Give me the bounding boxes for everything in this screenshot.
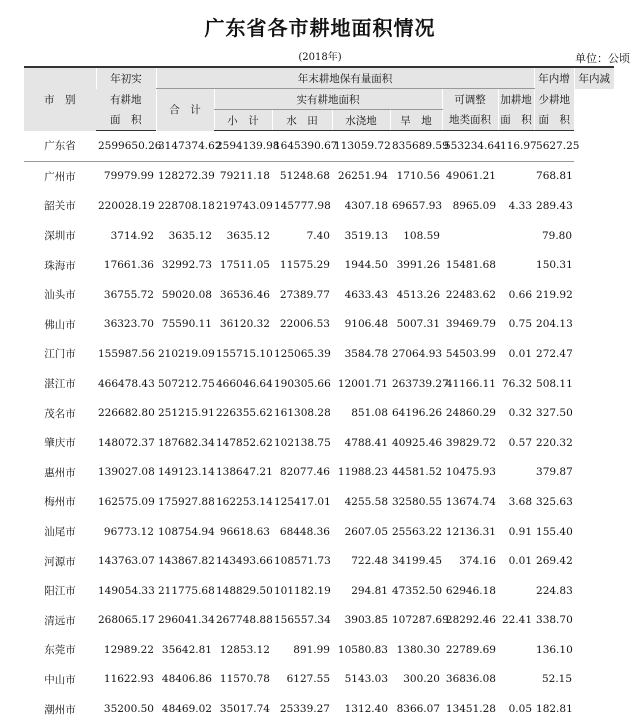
- header-yearend-group: 年末耕地保有量面积: [156, 67, 534, 89]
- cell-irrigated: 3903.85: [344, 614, 388, 627]
- cell-paddy: 891.99: [293, 643, 330, 656]
- header-adjustable-line2: 地类面积: [442, 110, 498, 131]
- cell-decrease: 136.10: [536, 643, 573, 656]
- cell-irrigated: 3519.13: [344, 229, 388, 242]
- cell-paddy: 190305.66: [274, 377, 331, 390]
- cell-decrease: 289.43: [536, 199, 573, 212]
- header-increase-line1: 年内增: [534, 67, 574, 89]
- cell-total: 187682.34: [158, 436, 215, 449]
- cell-total: 48406.86: [161, 673, 212, 686]
- cell-irrigated: 294.81: [351, 584, 388, 597]
- cell-adjustable: 22483.62: [445, 288, 496, 301]
- table-row: [24, 458, 614, 488]
- header-dry: 旱 地: [390, 110, 442, 131]
- header-actual-group: 实有耕地面积: [214, 89, 442, 110]
- cell-city: 肇庆市: [44, 437, 76, 450]
- farmland-table: [24, 66, 614, 724]
- cell-irrigated: 1312.40: [344, 703, 388, 716]
- cell-increase: 22.41: [501, 614, 533, 627]
- header-subtotal: 小 计: [214, 110, 272, 131]
- cell-subtotal: 219743.09: [216, 199, 273, 212]
- cell-adjustable: 22789.69: [445, 643, 496, 656]
- cell-city: 清远市: [44, 614, 76, 627]
- cell-subtotal: 155715.10: [216, 347, 273, 360]
- header-irrigated: 水浇地: [332, 110, 390, 131]
- cell-adjustable: 49061.21: [445, 170, 496, 183]
- cell-adjustable: 8965.09: [452, 199, 496, 212]
- header-initial-line3: 面 积: [96, 110, 156, 131]
- cell-total: 507212.75: [158, 377, 215, 390]
- cell-subtotal: 226355.62: [216, 407, 273, 420]
- cell-city: 潮州市: [44, 703, 76, 716]
- cell-increase: [498, 221, 534, 251]
- cell-adjustable: 39469.79: [445, 318, 496, 331]
- table-row: [24, 161, 614, 191]
- cell-initial-area: 36323.70: [103, 318, 154, 331]
- cell-paddy: 161308.28: [274, 407, 331, 420]
- cell-adjustable: 28292.46: [445, 614, 496, 627]
- cell-adjustable: 24860.29: [445, 407, 496, 420]
- table-row: [24, 635, 614, 665]
- cell-subtotal: 79211.18: [219, 170, 270, 183]
- cell-dry: 300.20: [403, 673, 440, 686]
- cell-city: 惠州市: [44, 466, 76, 479]
- header-total: 合 计: [156, 89, 214, 131]
- cell-irrigated: 9106.48: [344, 318, 388, 331]
- page-title: 广东省各市耕地面积情况: [204, 16, 436, 40]
- cell-adjustable: 41166.11: [445, 377, 496, 390]
- cell-dry: 25563.22: [392, 525, 443, 538]
- cell-subtotal: 11570.78: [219, 673, 270, 686]
- cell-initial-area: 96773.12: [103, 525, 154, 538]
- table-row: [24, 546, 614, 576]
- cell-subtotal: 466046.64: [216, 377, 273, 390]
- cell-dry: 32580.55: [392, 495, 443, 508]
- cell-paddy: 101182.19: [274, 584, 331, 597]
- cell-initial-area: 155987.56: [98, 347, 155, 360]
- cell-dry: 27064.93: [392, 347, 443, 360]
- cell-paddy: 11575.29: [279, 259, 330, 272]
- cell-increase: 0.57: [508, 436, 533, 449]
- cell-paddy: 6127.55: [286, 673, 330, 686]
- cell-initial-area: 268065.17: [98, 614, 155, 627]
- cell-subtotal: 2594139.98: [214, 131, 272, 162]
- cell-city: 广州市: [44, 170, 76, 183]
- table-row: [24, 428, 614, 458]
- header-city: 市 别: [24, 67, 96, 131]
- cell-irrigated: 4307.18: [344, 199, 388, 212]
- cell-initial-area: 35200.50: [103, 703, 154, 716]
- cell-decrease: 508.11: [536, 377, 573, 390]
- cell-adjustable: 553234.64: [442, 131, 498, 162]
- cell-irrigated: 2607.05: [344, 525, 388, 538]
- cell-total: 296041.34: [158, 614, 215, 627]
- cell-decrease: 327.50: [536, 407, 573, 420]
- cell-subtotal: 148829.50: [216, 584, 273, 597]
- cell-subtotal: 35017.74: [219, 703, 270, 716]
- cell-initial-area: 79979.99: [103, 170, 154, 183]
- cell-increase: 4.33: [508, 199, 533, 212]
- cell-city: 梅州市: [44, 496, 76, 509]
- cell-irrigated: 1944.50: [344, 259, 388, 272]
- cell-irrigated: 11988.23: [337, 466, 388, 479]
- cell-adjustable: 13451.28: [445, 703, 496, 716]
- cell-increase: 0.05: [508, 703, 533, 716]
- cell-city: 阳江市: [44, 585, 76, 598]
- cell-decrease: 5627.25: [534, 131, 574, 162]
- cell-decrease: 52.15: [541, 673, 573, 686]
- cell-decrease: 219.92: [536, 288, 573, 301]
- cell-initial-area: 139027.08: [98, 466, 155, 479]
- cell-city: 湛江市: [44, 378, 76, 391]
- header-initial-line2: 有耕地: [96, 89, 156, 110]
- cell-total: 35642.81: [161, 643, 212, 656]
- cell-decrease: 224.83: [536, 584, 573, 597]
- cell-initial-area: 148072.37: [98, 436, 155, 449]
- cell-increase: 0.01: [508, 555, 533, 568]
- cell-initial-area: 220028.19: [98, 199, 155, 212]
- cell-decrease: 272.47: [536, 347, 573, 360]
- cell-increase: 76.32: [501, 377, 533, 390]
- cell-increase: [498, 161, 534, 191]
- cell-decrease: 79.80: [541, 229, 573, 242]
- cell-paddy: 68448.36: [279, 525, 330, 538]
- cell-paddy: 145777.98: [274, 199, 331, 212]
- cell-subtotal: 267748.88: [216, 614, 273, 627]
- cell-increase: 3.68: [508, 495, 533, 508]
- cell-total: 143867.82: [158, 555, 215, 568]
- cell-total: 32992.73: [161, 259, 212, 272]
- cell-adjustable: 15481.68: [445, 259, 496, 272]
- cell-irrigated: 12001.71: [337, 377, 388, 390]
- cell-subtotal: 12853.12: [219, 643, 270, 656]
- cell-paddy: 22006.53: [279, 318, 330, 331]
- cell-total: 108754.94: [158, 525, 215, 538]
- cell-irrigated: 5143.03: [344, 673, 388, 686]
- cell-adjustable: 39829.72: [445, 436, 496, 449]
- table-row: [24, 665, 614, 695]
- cell-dry: 835689.59: [390, 131, 442, 162]
- cell-initial-area: 12989.22: [103, 643, 154, 656]
- header-paddy: 水 田: [272, 110, 332, 131]
- cell-city: 广东省: [24, 131, 96, 162]
- cell-adjustable: 10475.93: [445, 466, 496, 479]
- cell-adjustable: 36836.08: [445, 673, 496, 686]
- cell-increase: [498, 635, 534, 665]
- cell-city: 汕头市: [44, 289, 76, 302]
- cell-increase: 0.32: [508, 407, 533, 420]
- cell-total: 149123.14: [158, 466, 215, 479]
- table-row: [24, 191, 614, 221]
- cell-adjustable: 13674.74: [445, 495, 496, 508]
- cell-dry: 1380.30: [396, 643, 440, 656]
- cell-paddy: 7.40: [306, 229, 330, 242]
- cell-paddy: 156557.34: [274, 614, 331, 627]
- cell-total: 59020.08: [161, 288, 212, 301]
- cell-adjustable: 374.16: [459, 555, 496, 568]
- cell-increase: [498, 250, 534, 280]
- table-body: [24, 131, 614, 724]
- cell-initial-area: 11622.93: [103, 673, 154, 686]
- cell-dry: 3991.26: [396, 259, 440, 272]
- table-row: [24, 398, 614, 428]
- cell-increase: 116.97: [498, 131, 534, 162]
- cell-increase: [498, 458, 534, 488]
- cell-paddy: 125065.39: [274, 347, 331, 360]
- cell-dry: 69657.93: [392, 199, 443, 212]
- cell-subtotal: 96618.63: [219, 525, 270, 538]
- cell-increase: 0.91: [508, 525, 533, 538]
- header-decrease-line3: 面 积: [534, 110, 574, 131]
- year-label: (2018年): [298, 52, 342, 63]
- cell-total: 210219.09: [158, 347, 215, 360]
- cell-dry: 44581.52: [392, 466, 443, 479]
- cell-paddy: 51248.68: [279, 170, 330, 183]
- cell-initial-area: 3714.92: [110, 229, 154, 242]
- cell-dry: 1710.56: [396, 170, 440, 183]
- cell-initial-area: 17661.36: [103, 259, 154, 272]
- header-decrease-line1: 年内减: [574, 67, 614, 89]
- cell-subtotal: 17511.05: [219, 259, 270, 272]
- table-row: [24, 131, 614, 162]
- cell-initial-area: 466478.43: [98, 377, 155, 390]
- cell-city: 中山市: [44, 673, 76, 686]
- cell-city: 深圳市: [44, 230, 76, 243]
- cell-subtotal: 36536.46: [219, 288, 270, 301]
- cell-city: 汕尾市: [44, 526, 76, 539]
- cell-total: 3147374.62: [156, 131, 214, 162]
- cell-decrease: 220.32: [536, 436, 573, 449]
- cell-subtotal: 3635.12: [226, 229, 270, 242]
- table-row: [24, 576, 614, 606]
- cell-city: 江门市: [44, 348, 76, 361]
- cell-total: 75590.11: [161, 318, 212, 331]
- cell-subtotal: 147852.62: [216, 436, 273, 449]
- cell-paddy: 108571.73: [274, 555, 331, 568]
- cell-city: 佛山市: [44, 318, 76, 331]
- cell-decrease: 269.42: [536, 555, 573, 568]
- cell-decrease: 338.70: [536, 614, 573, 627]
- table-row: [24, 221, 614, 251]
- cell-subtotal: 162253.14: [216, 495, 273, 508]
- cell-city: 韶关市: [44, 200, 76, 213]
- table-row: [24, 487, 614, 517]
- cell-initial-area: 149054.33: [98, 584, 155, 597]
- cell-irrigated: 722.48: [351, 555, 388, 568]
- cell-dry: 34199.45: [392, 555, 443, 568]
- cell-adjustable: 62946.18: [445, 584, 496, 597]
- cell-increase: [498, 576, 534, 606]
- cell-subtotal: 138647.21: [216, 466, 273, 479]
- cell-total: 228708.18: [158, 199, 215, 212]
- cell-dry: 4513.26: [396, 288, 440, 301]
- cell-total: 128272.39: [158, 170, 215, 183]
- cell-dry: 263739.27: [392, 377, 449, 390]
- cell-paddy: 1645390.67: [272, 131, 332, 162]
- table-row: [24, 250, 614, 280]
- header-increase-line3: 面 积: [498, 110, 534, 131]
- cell-total: 48469.02: [161, 703, 212, 716]
- cell-irrigated: 851.08: [351, 407, 388, 420]
- cell-decrease: 768.81: [536, 170, 573, 183]
- cell-decrease: 155.40: [536, 525, 573, 538]
- table-row: [24, 280, 614, 310]
- cell-decrease: 379.87: [536, 466, 573, 479]
- header-initial-line1: 年初实: [96, 67, 156, 89]
- cell-decrease: 150.31: [536, 259, 573, 272]
- cell-city: 茂名市: [44, 407, 76, 420]
- cell-total: 3635.12: [168, 229, 212, 242]
- header-increase-line2: 加耕地: [498, 89, 534, 110]
- cell-initial-area: 162575.09: [98, 495, 155, 508]
- cell-dry: 5007.31: [396, 318, 440, 331]
- table-row: [24, 517, 614, 547]
- cell-irrigated: 10580.83: [337, 643, 388, 656]
- cell-dry: 47352.50: [392, 584, 443, 597]
- cell-dry: 8366.07: [396, 703, 440, 716]
- cell-irrigated: 4633.43: [344, 288, 388, 301]
- table-header: [24, 67, 614, 131]
- cell-increase: 0.01: [508, 347, 533, 360]
- cell-total: 175927.88: [158, 495, 215, 508]
- cell-adjustable: 54503.99: [445, 347, 496, 360]
- header-adjustable-line1: 可调整: [442, 89, 498, 110]
- cell-initial-area: 143763.07: [98, 555, 155, 568]
- table-row: [24, 694, 614, 724]
- cell-paddy: 125417.01: [274, 495, 331, 508]
- cell-decrease: 204.13: [536, 318, 573, 331]
- cell-initial-area: 226682.80: [98, 407, 155, 420]
- cell-subtotal: 143493.66: [216, 555, 273, 568]
- cell-irrigated: 4788.41: [344, 436, 388, 449]
- cell-initial-area: 36755.72: [103, 288, 154, 301]
- unit-label: 单位：公顷: [575, 52, 630, 65]
- table-row: [24, 606, 614, 636]
- cell-total: 211775.68: [158, 584, 215, 597]
- cell-city: 东莞市: [44, 644, 76, 657]
- cell-subtotal: 36120.32: [219, 318, 270, 331]
- cell-adjustable: [442, 221, 498, 251]
- cell-increase: 0.75: [508, 318, 533, 331]
- cell-total: 251215.91: [158, 407, 215, 420]
- cell-dry: 107287.69: [392, 614, 449, 627]
- cell-dry: 40925.46: [392, 436, 443, 449]
- cell-paddy: 102138.75: [274, 436, 331, 449]
- cell-paddy: 82077.46: [279, 466, 330, 479]
- cell-initial-area: 2599650.26: [96, 131, 156, 162]
- cell-decrease: 182.81: [536, 703, 573, 716]
- cell-irrigated: 3584.78: [344, 347, 388, 360]
- cell-irrigated: 4255.58: [344, 495, 388, 508]
- cell-dry: 108.59: [403, 229, 440, 242]
- table-row: [24, 369, 614, 399]
- cell-paddy: 27389.77: [279, 288, 330, 301]
- cell-dry: 64196.26: [392, 407, 443, 420]
- cell-paddy: 25339.27: [279, 703, 330, 716]
- cell-irrigated: 26251.94: [337, 170, 388, 183]
- table-row: [24, 339, 614, 369]
- header-decrease-line2: 少耕地: [534, 89, 574, 110]
- cell-increase: [498, 665, 534, 695]
- cell-city: 河源市: [44, 555, 76, 568]
- cell-city: 珠海市: [44, 259, 76, 272]
- cell-decrease: 325.63: [536, 495, 573, 508]
- cell-increase: 0.66: [508, 288, 533, 301]
- table-row: [24, 310, 614, 340]
- cell-adjustable: 12136.31: [445, 525, 496, 538]
- cell-irrigated: 113059.72: [332, 131, 390, 162]
